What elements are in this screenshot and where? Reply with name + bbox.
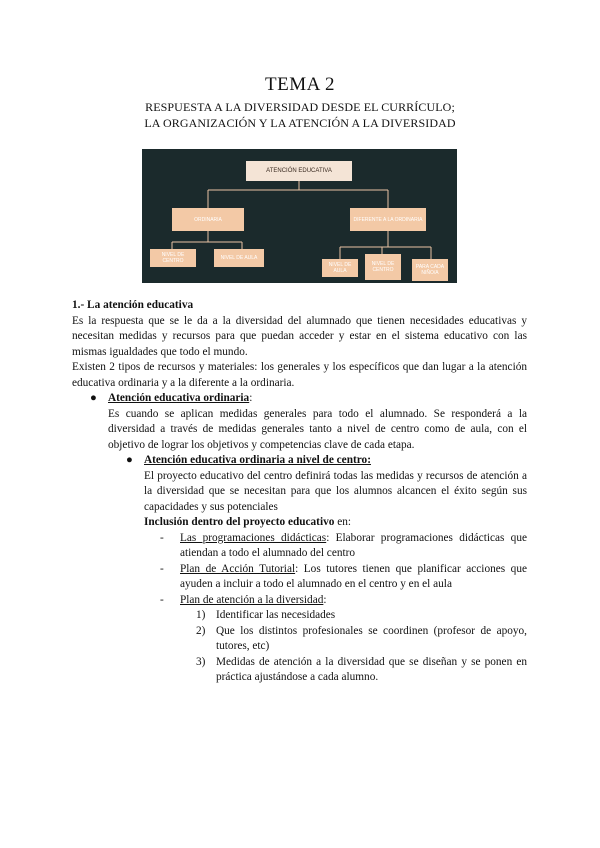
bullet-ordinaria-colon: : [249,392,253,404]
section-heading: 1.- La atención educativa [72,299,194,311]
bullet-icon: ● [126,454,133,466]
concept-diagram [142,149,457,283]
diagram-node-cada-nino: PARA CADA NIÑO/A [412,259,448,281]
numbered-item [72,655,527,686]
bullet-nivel-centro [72,453,527,469]
paragraph-nivel-centro: El proyecto educativo del centro definirá todas las medidas y recursos de atención a la diversidad que se necesitan para que los alumnos alcancen el éxito según sus capacidades y sus potenciales [144,469,527,513]
page-title: TEMA 2 [264,74,336,95]
dash-marker: - [160,531,164,544]
dash-item-programaciones-label: Las programaciones didácticas [180,531,327,544]
inclusion-label: Inclusión dentro del proyecto educativo [144,516,335,528]
inclusion-suffix: en: [334,516,352,528]
diagram-node-ordinaria-centro: NIVEL DE CENTRO [150,249,196,267]
numbered-item-text: Que los distintos profesionales se coordinen (profesor de apoyo, tutores, etc) [216,624,527,652]
diagram-node-ordinaria-aula: NIVEL DE AULA [214,249,264,267]
dash-item-diversidad-text: : [323,593,327,606]
numbered-item-text: Identificar las necesidades [216,609,336,621]
inclusion-line [72,515,527,531]
bullet-ordinaria [72,391,527,407]
page-subtitle-line1: RESPUESTA A LA DIVERSIDAD DESDE EL CURRÍCULO; [145,100,455,114]
paragraph-definition: Es la respuesta que se le da a la diversidad del alumnado que tienen necesidades educativas y necesitan medidas y recursos para que puedan acceder y estar en el sistema educativo con las mismas igualdades que todo el mundo. [72,314,527,358]
diagram-node-diferente: DIFERENTE A LA ORDINARIA [350,208,426,231]
dash-item-programaciones [72,531,527,562]
dash-item-programaciones-text: : Elaborar programaciones didácticas que atiendan a todo el alumnado del centro [180,531,527,559]
paragraph-ordinaria: Es cuando se aplican medidas generales para todo el alumnado. Se responderá a la diversidad a través de medidas generales tanto a nivel de centro como de aula, con el objetivo de lograr los objetivos y competencias clave de cada etapa. [108,407,527,451]
numbered-item-text: Medidas de atención a la diversidad que se diseñan y se ponen en práctica ajustándose a cada alumno. [216,655,527,683]
dash-item-diversidad [72,593,527,609]
diagram-node-diferente-aula: NIVEL DE AULA [322,259,358,277]
dash-item-tutorial-text: : Los tutores tienen que planificar acciones que ayuden a incluir a todo el alumnado en el centro y en el aula [180,562,527,590]
dash-item-diversidad-label: Plan de atención a la diversidad [180,593,324,606]
paragraph-types: Existen 2 tipos de recursos y materiales: los generales y los específicos que dan lugar a la atención educativa ordinaria y a la diferente a la ordinaria. [72,361,527,389]
numbered-item-number: 3) [196,655,206,668]
page-subtitle-line2: LA ORGANIZACIÓN Y LA ATENCIÓN A LA DIVERSIDAD [144,116,456,130]
numbered-item [72,624,527,655]
dash-item-tutorial [72,562,527,593]
dash-marker: - [160,562,164,575]
dash-item-tutorial-label: Plan de Acción Tutorial [180,562,296,575]
document-body [72,298,527,686]
diagram-node-ordinaria: ORDINARIA [172,208,244,231]
numbered-item-number: 1) [196,609,206,621]
bullet-ordinaria-label: Atención educativa ordinaria [108,392,250,404]
bullet-nivel-centro-label: Atención educativa ordinaria a nivel de centro: [144,454,371,466]
numbered-item-number: 2) [196,624,206,637]
dash-marker: - [160,593,164,606]
numbered-item [72,608,527,624]
diagram-node-diferente-centro: NIVEL DE CENTRO [365,254,401,280]
diagram-node-root: ATENCIÓN EDUCATIVA [246,161,352,181]
bullet-icon: ● [90,392,97,404]
